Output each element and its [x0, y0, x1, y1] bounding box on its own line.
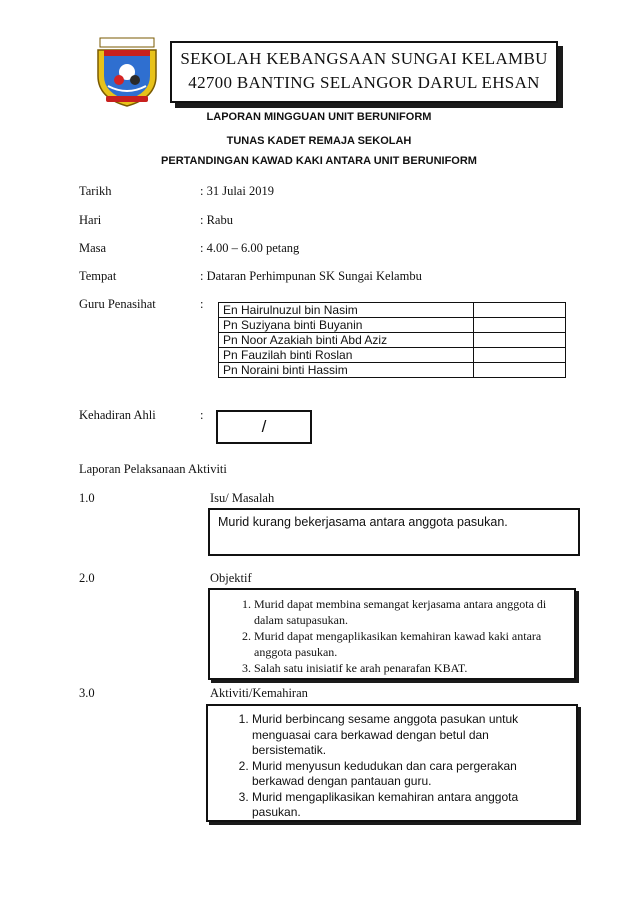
- section-3-number: 3.0: [79, 686, 95, 700]
- section-1-number: 1.0: [79, 491, 95, 505]
- tempat-label: Tempat: [79, 269, 117, 283]
- report-title: LAPORAN MINGGUAN UNIT BERUNIFORM: [206, 111, 432, 123]
- school-header-box: [170, 41, 558, 103]
- school-address: 42700 BANTING SELANGOR DARUL EHSAN: [188, 73, 540, 92]
- report-subtitle: TUNAS KADET REMAJA SEKOLAH: [226, 135, 412, 147]
- kehadiran-colon: :: [200, 408, 204, 422]
- section-2-label: Objektif: [210, 571, 252, 585]
- list-item: 3. Salah satu inisiatif ke arah penarafan KBAT.: [254, 660, 574, 676]
- advisor-name: Pn Noraini binti Hassim: [219, 363, 474, 378]
- school-crest-logo: [94, 36, 160, 108]
- guru-penasihat-colon: :: [200, 297, 204, 311]
- table-row: [219, 348, 566, 363]
- tempat-value: : Dataran Perhimpunan SK Sungai Kelambu: [200, 269, 422, 283]
- objectives-box: [208, 588, 576, 680]
- advisor-signature: [474, 348, 566, 363]
- guru-penasihat-label: Guru Penasihat: [79, 297, 156, 311]
- list-item: 1. Murid dapat membina semangat kerjasama antara anggota di dalam satupasukan.: [254, 596, 574, 628]
- activities-box: [206, 704, 578, 822]
- advisor-name: Pn Fauzilah binti Roslan: [219, 348, 474, 363]
- section-2-number: 2.0: [79, 571, 95, 585]
- advisor-signature: [474, 318, 566, 333]
- table-row: [219, 318, 566, 333]
- issue-text: Murid kurang bekerjasama antara anggota pasukan.: [218, 515, 508, 529]
- advisor-signature: [474, 303, 566, 318]
- list-item: 2. Murid dapat mengaplikasikan kemahiran kawad kaki antara anggota pasukan.: [254, 628, 574, 660]
- list-item: 2. Murid menyusun kedudukan dan cara pergerakan berkawad dengan pantauan guru.: [252, 759, 552, 790]
- table-row: [219, 333, 566, 348]
- report-event-title: PERTANDINGAN KAWAD KAKI ANTARA UNIT BERUNIFORM: [161, 155, 477, 167]
- masa-label: Masa: [79, 241, 107, 255]
- masa-value: : 4.00 – 6.00 petang: [200, 241, 300, 255]
- school-name: SEKOLAH KEBANGSAAN SUNGAI KELAMBU: [180, 49, 548, 68]
- issue-box: [208, 508, 580, 556]
- advisor-name: Pn Suziyana binti Buyanin: [219, 318, 474, 333]
- hari-value: : Rabu: [200, 213, 233, 227]
- kehadiran-label: Kehadiran Ahli: [79, 408, 156, 422]
- table-row: [219, 303, 566, 318]
- table-row: [219, 363, 566, 378]
- list-item: 3. Murid mengaplikasikan kemahiran antara anggota pasukan.: [252, 790, 552, 821]
- objectives-list: [210, 596, 574, 676]
- advisor-signature: [474, 363, 566, 378]
- advisor-signature: [474, 333, 566, 348]
- advisors-table: [218, 302, 566, 378]
- hari-label: Hari: [79, 213, 102, 227]
- activities-list: [208, 712, 552, 821]
- section-1-label: Isu/ Masalah: [210, 491, 275, 505]
- advisor-name: Pn Noor Azakiah binti Abd Aziz: [219, 333, 474, 348]
- tarikh-value: : 31 Julai 2019: [200, 184, 274, 198]
- attendance-box: /: [216, 410, 312, 444]
- list-item: 1. Murid berbincang sesame anggota pasukan untuk menguasai cara berkawad dengan betul dan bersistematik.: [252, 712, 552, 759]
- activity-report-heading: Laporan Pelaksanaan Aktiviti: [79, 462, 227, 476]
- section-3-label: Aktiviti/Kemahiran: [210, 686, 308, 700]
- advisor-name: En Hairulnuzul bin Nasim: [219, 303, 474, 318]
- tarikh-label: Tarikh: [79, 184, 112, 198]
